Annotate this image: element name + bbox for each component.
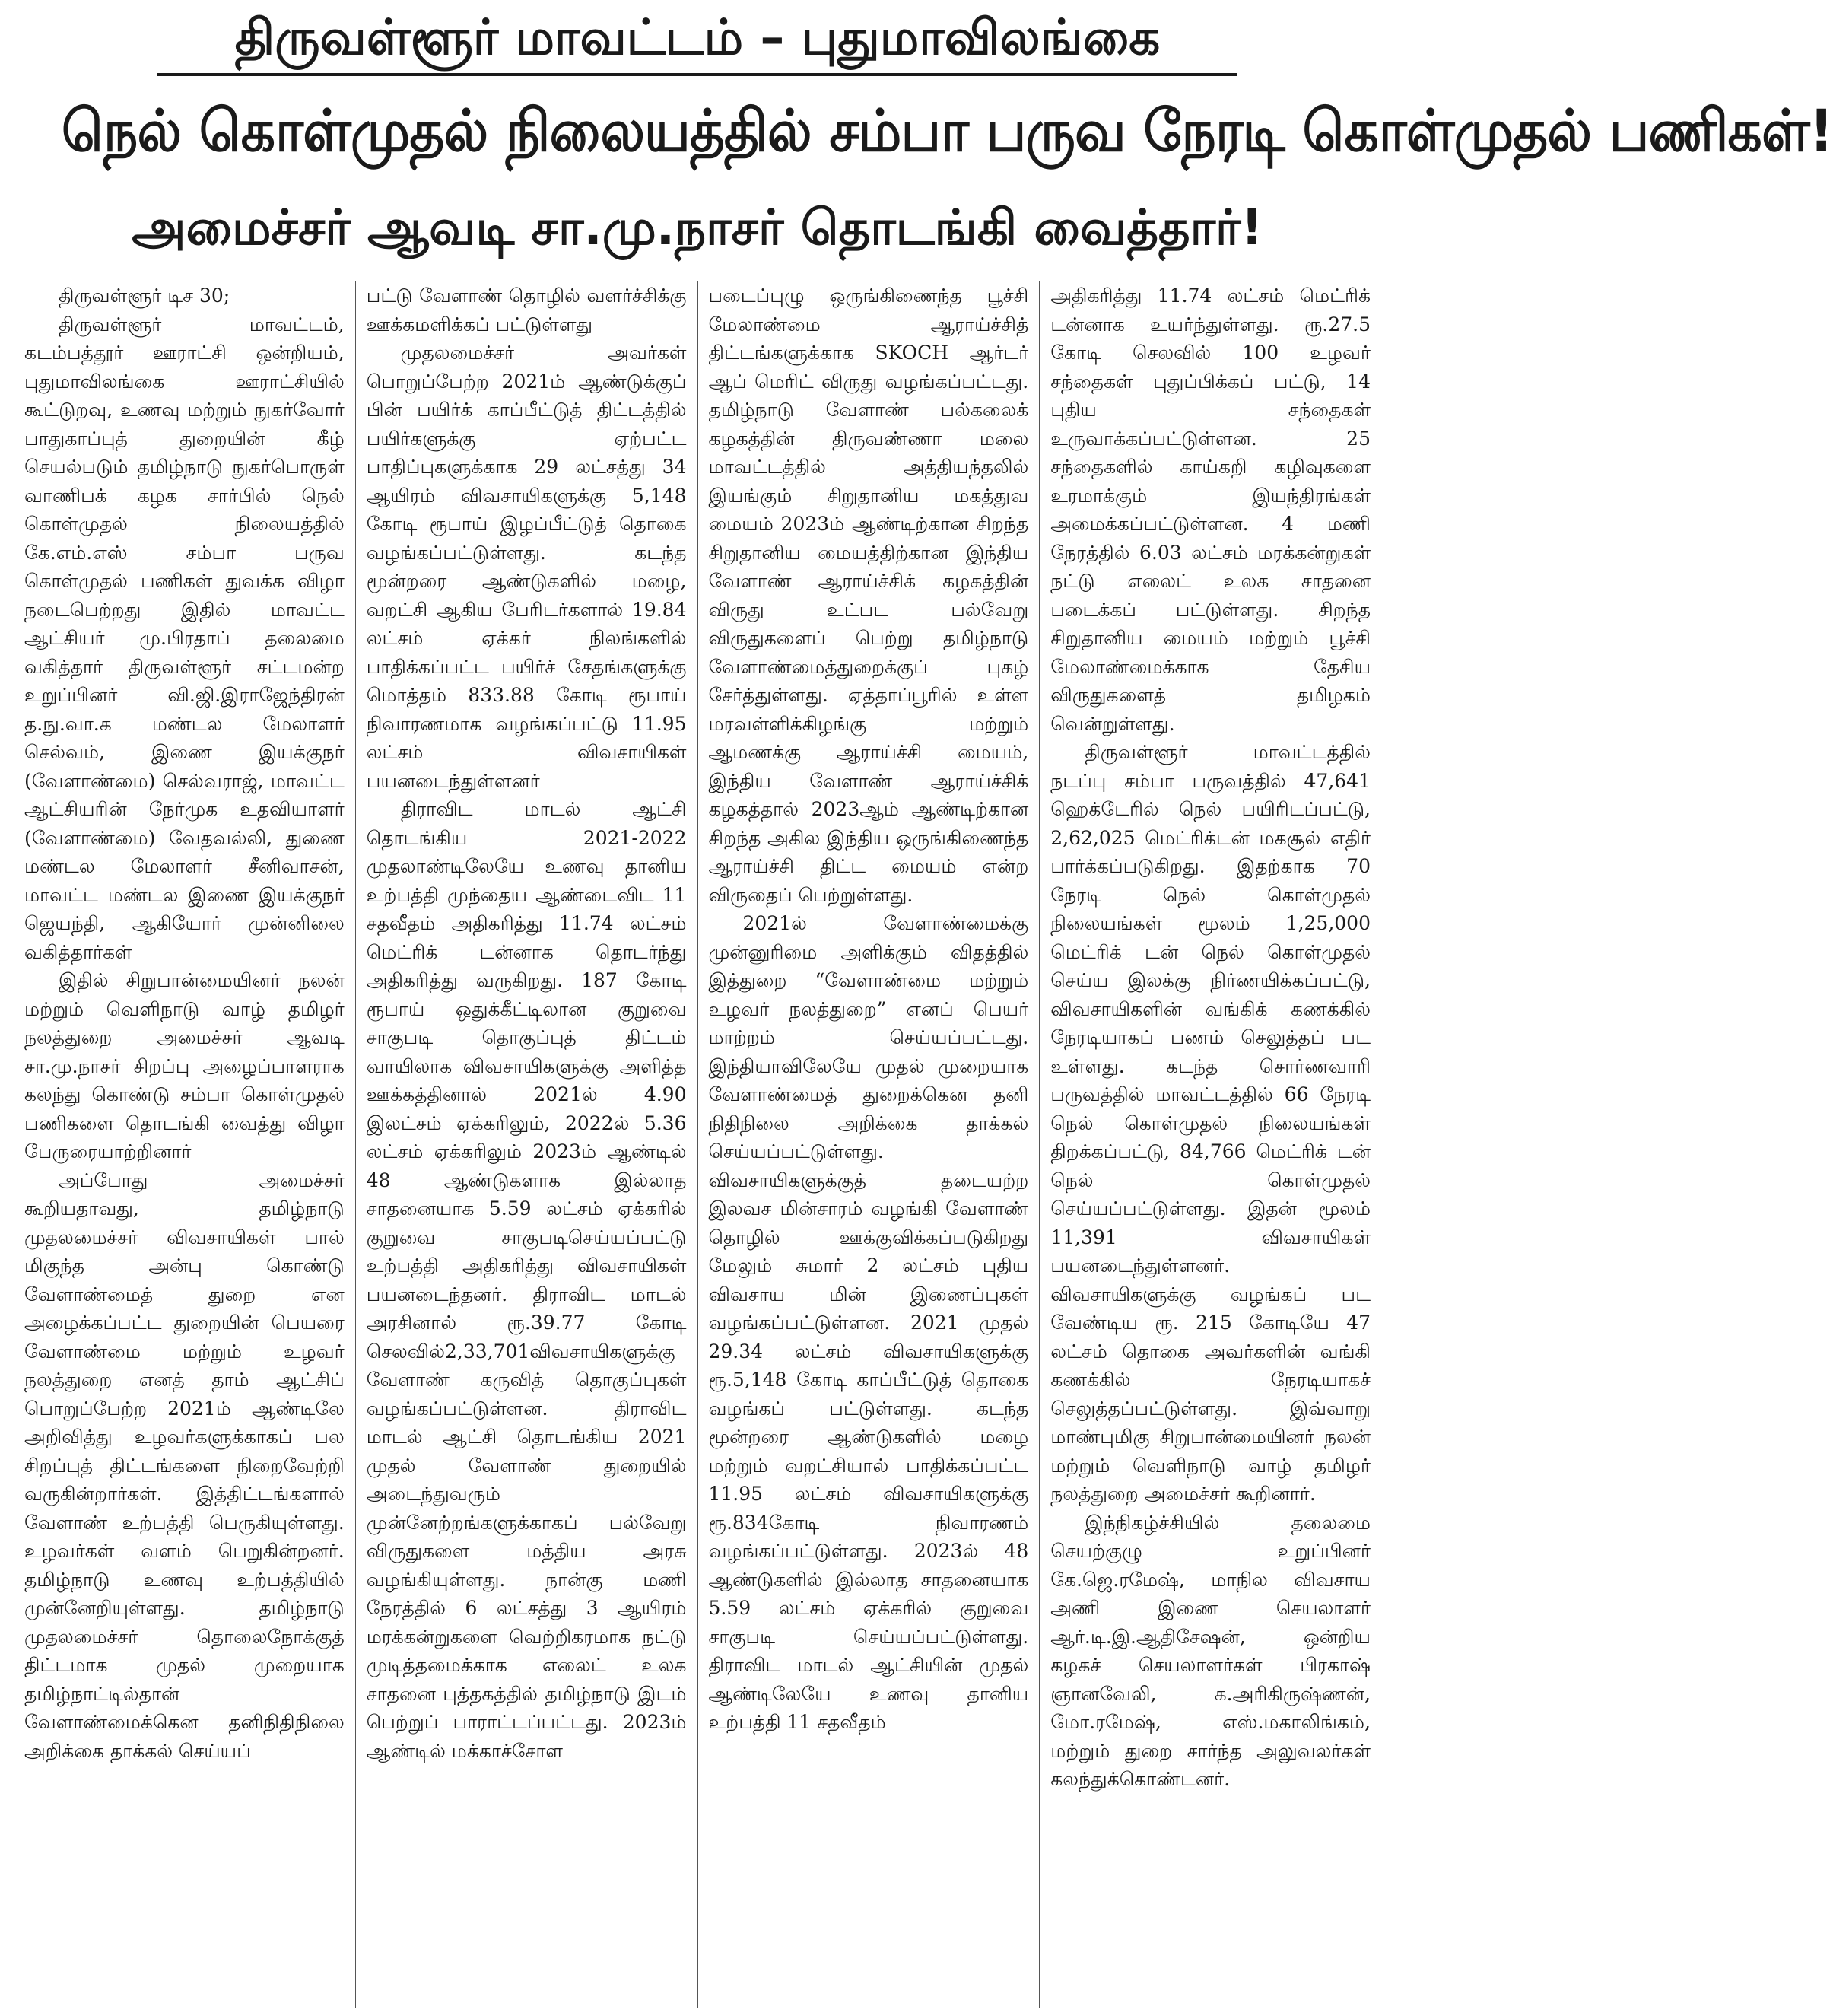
article-paragraph: முதலமைச்சர் அவர்கள் பொறுப்பேற்ற 2021ம் ஆண்டுக்குப் பின் பயிர்க் காப்பீட்டுத் திட்டத்தில் பயிர்களுக்கு ஏற்பட்ட பாதிப்புகளுக்காக 29 லட்சத்து 34 ஆயிரம் விவசாயிகளுக்கு 5,148 கோடி ரூபாய் இழப்பீட்டுத் தொகை வழங்கப்பட்டுள்ளது. கடந்த மூன்றரை ஆண்டுகளில் மழை, வறட்சி ஆகிய பேரிடர்களால் 19.84 லட்சம் ஏக்கர் நிலங்களில் பாதிக்கப்பட்ட பயிர்ச் சேதங்களுக்கு மொத்தம் 833.88 கோடி ரூபாய் நிவாரணமாக வழங்கப்பட்டு 11.95 லட்சம் விவசாயிகள் பயனடைந்துள்ளனர்	[366, 342, 687, 792]
article-column-4	[1040, 281, 1381, 2008]
article-paragraph: அப்போது அமைச்சர் கூறியதாவது, தமிழ்நாடு முதலமைச்சர் விவசாயிகள் பால் மிகுந்த அன்பு கொண்டு வேளாண்மைத் துறை என அழைக்கப்பட்ட துறையின் பெயரை வேளாண்மை மற்றும் உழவர் நலத்துறை எனத் தாம் ஆட்சிப் பொறுப்பேற்ற 2021ம் ஆண்டிலே அறிவித்து உழவர்களுக்காகப் பல சிறப்புத் திட்டங்களை நிறைவேற்றி வருகின்றார்கள். இத்திட்டங்களால் வேளாண் உற்பத்தி பெருகியுள்ளது. உழவர்கள் வளம் பெறுகின்றனர். தமிழ்நாடு உணவு உற்பத்தியில் முன்னேறியுள்ளது. தமிழ்நாடு முதலமைச்சர் தொலைநோக்குத் திட்டமாக முதல் முறையாக தமிழ்நாட்டில்தான் வேளாண்மைக்கென தனிநிதிநிலை அறிக்கை தாக்கல் செய்யப்	[24, 1169, 345, 1762]
article-paragraph: திருவள்ளூர் மாவட்டத்தில் நடப்பு சம்பா பருவத்தில் 47,641 ஹெக்டேரில் நெல் பயிரிடப்பட்டு, 2,62,025 மெட்ரிக்டன் மகசூல் எதிர் பார்க்கப்படுகிறது. இதற்காக 70 நேரடி நெல் கொள்முதல் நிலையங்கள் மூலம் 1,25,000 மெட்ரிக் டன் நெல் கொள்முதல் செய்ய இலக்கு நிர்ணயிக்கப்பட்டு, விவசாயிகளின் வங்கிக் கணக்கில் நேரடியாகப் பணம் செலுத்தப் பட உள்ளது. கடந்த சொர்ணவாரி பருவத்தில் மாவட்டத்தில் 66 நேரடி நெல் கொள்முதல் நிலையங்கள் திறக்கப்பட்டு, 84,766 மெட்ரிக் டன் நெல் கொள்முதல் செய்யப்பட்டுள்ளது. இதன் மூலம் 11,391 விவசாயிகள் பயனடைந்துள்ளனர். விவசாயிகளுக்கு வழங்கப் பட வேண்டிய ரூ. 215 கோடியே 47 லட்சம் தொகை அவர்களின் வங்கி கணக்கில் நேரடியாகச் செலுத்தப்பட்டுள்ளது. இவ்வாறு மாண்புமிகு சிறுபான்மையினர் நலன் மற்றும் வெளிநாடு வாழ் தமிழர் நலத்துறை அமைச்சர் கூறினார்.	[1050, 741, 1371, 1505]
article-paragraph: பட்டு வேளாண் தொழில் வளர்ச்சிக்கு ஊக்கமளிக்கப் பட்டுள்ளது	[366, 285, 687, 335]
dateline: திருவள்ளூர் டிச 30;	[59, 285, 230, 307]
subheadline: அமைச்சர் ஆவடி சா.மு.நாசர் தொடங்கி வைத்தார்!	[132, 200, 1263, 256]
article-column-1	[14, 281, 356, 2008]
article-paragraph: 2021ல் வேளாண்மைக்கு முன்னுரிமை அளிக்கும் விதத்தில் இத்துறை “வேளாண்மை மற்றும் உழவர் நலத்துறை” எனப் பெயர் மாற்றம் செய்யப்பட்டது. இந்தியாவிலேயே முதல் முறையாக வேளாண்மைத் துறைக்கென தனி நிதிநிலை அறிக்கை தாக்கல் செய்யப்பட்டுள்ளது. விவசாயிகளுக்குத் தடையற்ற இலவச மின்சாரம் வழங்கி வேளாண் தொழில் ஊக்குவிக்கப்படுகிறது மேலும் சுமார் 2 லட்சம் புதிய விவசாய மின் இணைப்புகள் வழங்கப்பட்டுள்ளன. 2021 முதல் 29.34 லட்சம் விவசாயிகளுக்கு ரூ.5,148 கோடி காப்பீட்டுத் தொகை வழங்கப் பட்டுள்ளது. கடந்த மூன்றரை ஆண்டுகளில் மழை மற்றும் வறட்சியால் பாதிக்கப்பட்ட 11.95 லட்சம் விவசாயிகளுக்கு ரூ.834கோடி நிவாரணம் வழங்கப்பட்டுள்ளது. 2023ல் 48 ஆண்டுகளில் இல்லாத சாதனையாக 5.59 லட்சம் ஏக்கரில் குறுவை சாகுபடி செய்யப்பட்டுள்ளது. திராவிட மாடல் ஆட்சியின் முதல் ஆண்டிலேயே உணவு தானிய உற்பத்தி 11 சதவீதம்	[708, 912, 1029, 1733]
article-paragraph: திராவிட மாடல் ஆட்சி தொடங்கிய 2021-2022 முதலாண்டிலேயே உணவு தானிய உற்பத்தி முந்தைய ஆண்டைவிட 11 சதவீதம் அதிகரித்து 11.74 லட்சம் மெட்ரிக் டன்னாக தொடர்ந்து அதிகரித்து வருகிறது. 187 கோடி ரூபாய் ஒதுக்கீட்டிலான குறுவை சாகுபடி தொகுப்புத் திட்டம் வாயிலாக விவசாயிகளுக்கு அளித்த ஊக்கத்தினால் 2021ல் 4.90 இலட்சம் ஏக்கரிலும், 2022ல் 5.36 லட்சம் ஏக்கரிலும் 2023ம் ஆண்டில் 48 ஆண்டுகளாக இல்லாத சாதனையாக 5.59 லட்சம் ஏக்கரில் குறுவை சாகுபடிசெய்யப்பட்டு உற்பத்தி அதிகரித்து விவசாயிகள் பயனடைந்தனர். திராவிட மாடல் அரசினால் ரூ.39.77 கோடி செலவில்2,33,701விவசாயிகளுக்கு வேளாண் கருவித் தொகுப்புகள் வழங்கப்பட்டுள்ளன. திராவிட மாடல் ஆட்சி தொடங்கிய 2021 முதல் வேளாண் துறையில் அடைந்துவரும் முன்னேற்றங்களுக்காகப் பல்வேறு விருதுகளை மத்திய அரசு வழங்கியுள்ளது. நான்கு மணி நேரத்தில் 6 லட்சத்து 3 ஆயிரம் மரக்கன்றுகளை வெற்றிகரமாக நட்டு முடித்தமைக்காக எலைட் உலக சாதனை புத்தகத்தில் தமிழ்நாடு இடம் பெற்றுப் பாராட்டப்பட்டது. 2023ம் ஆண்டில் மக்காச்சோள	[366, 798, 687, 1762]
article-paragraph: அதிகரித்து 11.74 லட்சம் மெட்ரிக் டன்னாக உயர்ந்துள்ளது. ரூ.27.5 கோடி செலவில் 100 உழவர் சந்தைகள் புதுப்பிக்கப் பட்டு, 14 புதிய சந்தைகள் உருவாக்கப்பட்டுள்ளன. 25 சந்தைகளில் காய்கறி கழிவுகளை உரமாக்கும் இயந்திரங்கள் அமைக்கப்பட்டுள்ளன. 4 மணி நேரத்தில் 6.03 லட்சம் மரக்கன்றுகள் நட்டு எலைட் உலக சாதனை படைக்கப் பட்டுள்ளது. சிறந்த சிறுதானிய மையம் மற்றும் பூச்சி மேலாண்மைக்காக தேசிய விருதுகளைத் தமிழகம் வென்றுள்ளது.	[1050, 285, 1371, 735]
article-body	[14, 281, 1381, 2008]
article-column-2	[356, 281, 698, 2008]
kicker-underline	[157, 73, 1237, 76]
article-column-3	[698, 281, 1040, 2008]
article-paragraph: படைப்புழு ஒருங்கிணைந்த பூச்சி மேலாண்மை ஆராய்ச்சித் திட்டங்களுக்காக SKOCH ஆர்டர் ஆப் மெரிட் விருது வழங்கப்பட்டது. தமிழ்நாடு வேளாண் பல்கலைக் கழகத்தின் திருவண்ணா மலை மாவட்டத்தில் அத்தியந்தலில் இயங்கும் சிறுதானிய மகத்துவ மையம் 2023ம் ஆண்டிற்கான சிறந்த சிறுதானிய மையத்திற்கான இந்திய வேளாண் ஆராய்ச்சிக் கழகத்தின் விருது உட்பட பல்வேறு விருதுகளைப் பெற்று தமிழ்நாடு வேளாண்மைத்துறைக்குப் புகழ் சேர்த்துள்ளது. ஏத்தாப்பூரில் உள்ள மரவள்ளிக்கிழங்கு மற்றும் ஆமணக்கு ஆராய்ச்சி மையம், இந்திய வேளாண் ஆராய்ச்சிக் கழகத்தால் 2023ஆம் ஆண்டிற்கான சிறந்த அகில இந்திய ஒருங்கிணைந்த ஆராய்ச்சி திட்ட மையம் என்ற விருதைப் பெற்றுள்ளது.	[708, 285, 1029, 906]
article-paragraph: இந்நிகழ்ச்சியில் தலைமை செயற்குழு உறுப்பினர் கே.ஜெ.ரமேஷ், மாநில விவசாய அணி இணை செயலாளர் ஆர்.டி.இ.ஆதிசேஷன், ஒன்றிய கழகச் செயலாளர்கள் பிரகாஷ் ஞானவேலி, க.அரிகிருஷ்ணன், மோ.ரமேஷ், எஸ்.மகாலிங்கம், மற்றும் துறை சார்ந்த அலுவலர்கள் கலந்துக்கொண்டனர்.	[1050, 1511, 1371, 1790]
article-paragraph: திருவள்ளூர் மாவட்டம், கடம்பத்தூர் ஊராட்சி ஒன்றியம், புதுமாவிலங்கை ஊராட்சியில் கூட்டுறவு, உணவு மற்றும் நுகர்வோர் பாதுகாப்புத் துறையின் கீழ் செயல்படும் தமிழ்நாடு நுகர்பொருள் வாணிபக் கழக சார்பில் நெல் கொள்முதல் நிலையத்தில் கே.எம்.எஸ் சம்பா பருவ கொள்முதல் பணிகள் துவக்க விழா நடைபெற்றது இதில் மாவட்ட ஆட்சியர் மு.பிரதாப் தலைமை வகித்தார் திருவள்ளூர் சட்டமன்ற உறுப்பினர் வி.ஜி.இராஜேந்திரன் த.நு.வா.க மண்டல மேலாளர் செல்வம், இணை இயக்குநர் (வேளாண்மை) செல்வராஜ், மாவட்ட ஆட்சியரின் நேர்முக உதவியாளர் (வேளாண்மை) வேதவல்லி, துணை மண்டல மேலாளர் சீனிவாசன், மாவட்ட மண்டல இணை இயக்குநர் ஜெயந்தி, ஆகியோர் முன்னிலை வகித்தார்கள்	[24, 313, 345, 963]
headline: நெல் கொள்முதல் நிலையத்தில் சம்பா பருவ நேரடி கொள்முதல் பணிகள்!	[61, 97, 1833, 164]
article-paragraph: இதில் சிறுபான்மையினர் நலன் மற்றும் வெளிநாடு வாழ் தமிழர் நலத்துறை அமைச்சர் ஆவடி சா.மு.நாசர் சிறப்பு அழைப்பாளராக கலந்து கொண்டு சம்பா கொள்முதல் பணிகளை தொடங்கி வைத்து விழா பேருரையாற்றினார்	[24, 969, 345, 1162]
location-kicker: திருவள்ளூர் மாவட்டம் – புதுமாவிலங்கை	[234, 10, 1161, 66]
